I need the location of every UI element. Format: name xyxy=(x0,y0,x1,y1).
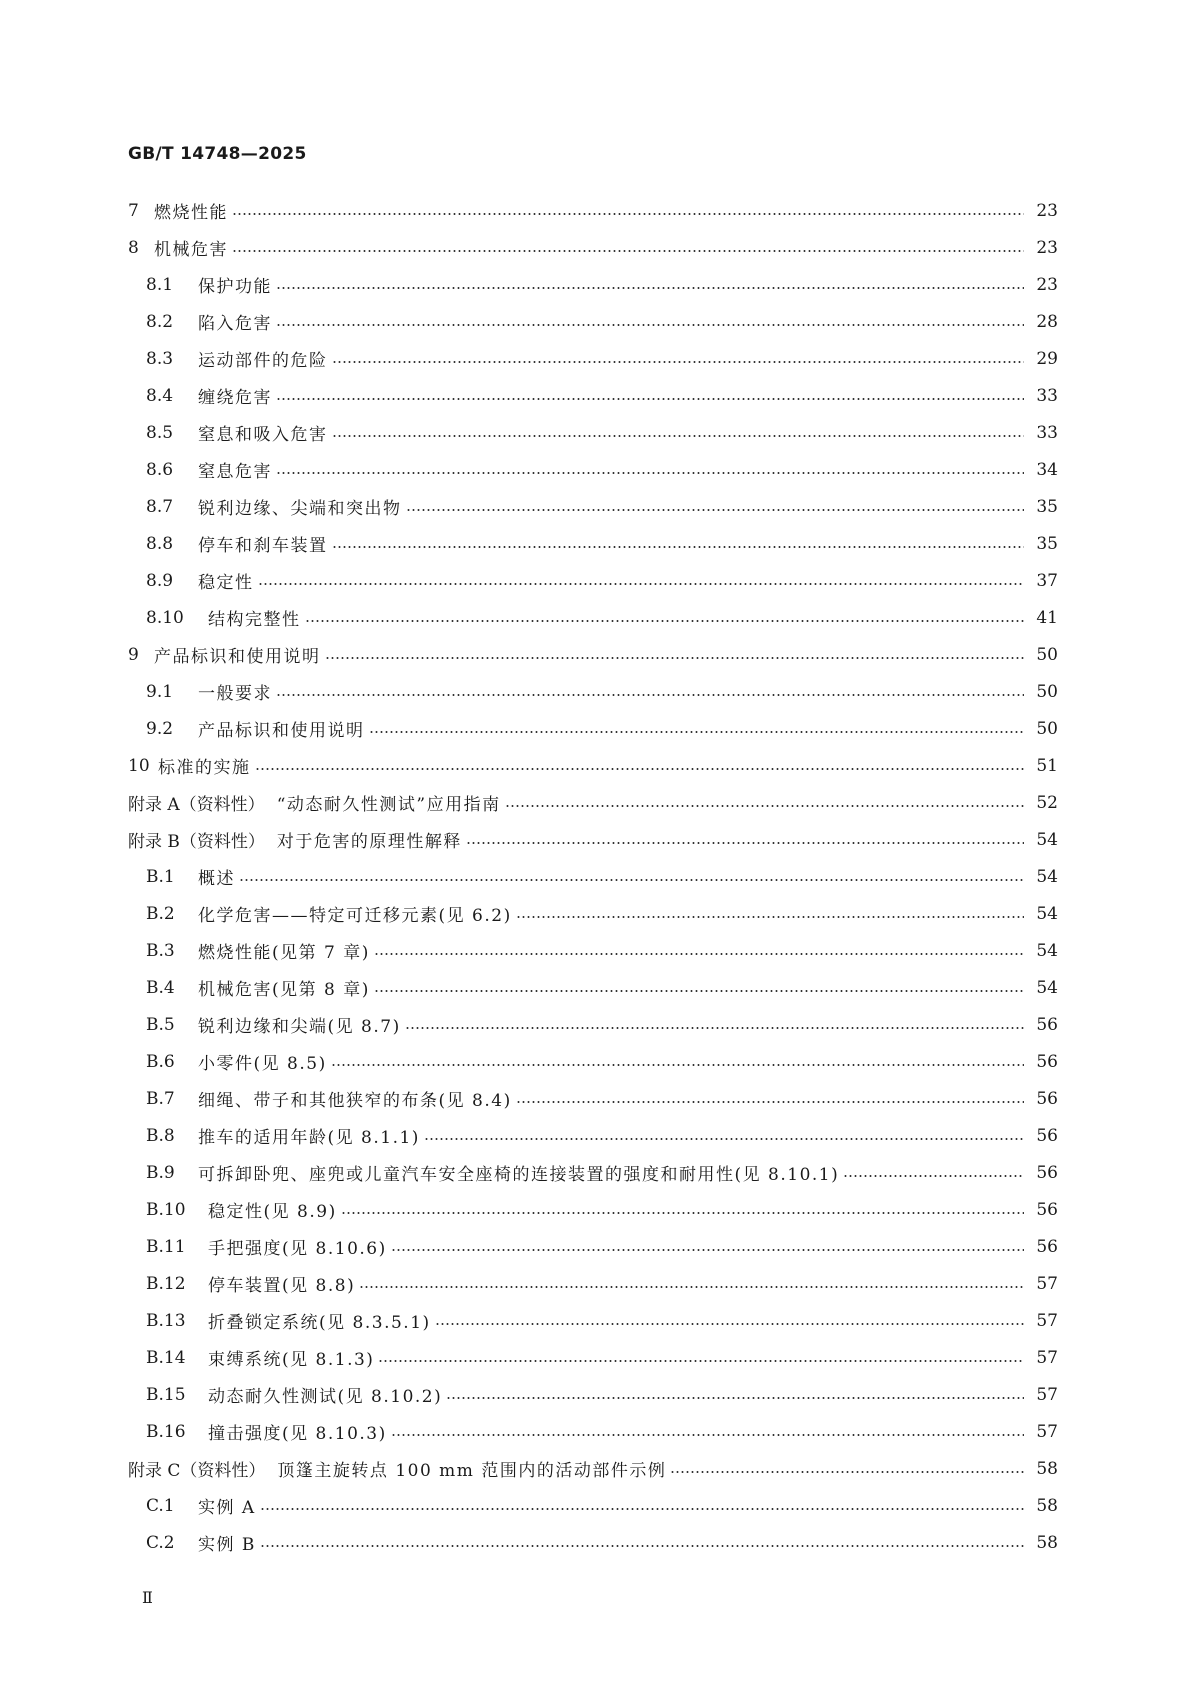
toc-entry-title: 稳定性 xyxy=(198,573,254,593)
toc-entry-page: 58 xyxy=(1036,1458,1058,1479)
toc-entry-page: 56 xyxy=(1036,1162,1058,1183)
toc-entry-page: 23 xyxy=(1036,237,1058,258)
toc-entry-number: B.10 xyxy=(146,1199,186,1220)
dot-leader xyxy=(406,509,1025,511)
dot-leader xyxy=(239,879,1024,881)
dot-leader xyxy=(391,1434,1024,1436)
toc-entry-number: B.3 xyxy=(146,940,175,961)
toc-entry-number: B.16 xyxy=(146,1421,186,1442)
dot-leader xyxy=(276,324,1024,326)
toc-entry-page: 57 xyxy=(1036,1384,1058,1405)
toc-entry-number: B.8 xyxy=(146,1125,175,1146)
toc-entry-title: 一般要求 xyxy=(198,684,272,704)
dot-leader xyxy=(332,361,1025,363)
toc-entry[interactable] xyxy=(128,1524,1058,1561)
toc-entry[interactable] xyxy=(128,895,1058,932)
toc-entry-page: 56 xyxy=(1036,1125,1058,1146)
toc-entry-page: 33 xyxy=(1036,385,1058,406)
dot-leader xyxy=(446,1397,1024,1399)
dot-leader xyxy=(332,546,1025,548)
toc-entry-page: 57 xyxy=(1036,1421,1058,1442)
toc-entry[interactable] xyxy=(128,599,1058,636)
toc-entry-title: 运动部件的危险 xyxy=(198,351,328,371)
toc-entry-title: 顶篷主旋转点 100 mm 范围内的活动部件示例 xyxy=(277,1461,667,1481)
dot-leader xyxy=(332,435,1025,437)
toc-entry-number: 8.4 xyxy=(146,385,174,406)
toc-entry-page: 54 xyxy=(1036,903,1058,924)
toc-entry-title: 缠绕危害 xyxy=(198,388,272,408)
toc-entry-title: 细绳、带子和其他狭窄的布条(见 8.4) xyxy=(198,1091,512,1111)
toc-entry-title: 实例 A xyxy=(198,1498,256,1518)
toc-entry[interactable] xyxy=(128,710,1058,747)
toc-entry-number: 10 xyxy=(128,755,150,776)
toc-entry-title: 束缚系统(见 8.1.3) xyxy=(208,1350,375,1370)
toc-entry-page: 54 xyxy=(1036,829,1058,850)
toc-entry-number: B.2 xyxy=(146,903,175,924)
toc-entry-page: 56 xyxy=(1036,1199,1058,1220)
toc-entry[interactable] xyxy=(128,1302,1058,1339)
toc-entry-page: 58 xyxy=(1036,1532,1058,1553)
toc-entry[interactable] xyxy=(128,451,1058,488)
toc-entry-title: 可拆卸卧兜、座兜或儿童汽车安全座椅的连接装置的强度和耐用性(见 8.10.1) xyxy=(198,1165,840,1185)
toc-entry-title: 燃烧性能 xyxy=(154,203,228,223)
toc-entry-number: 8.8 xyxy=(146,533,174,554)
dot-leader xyxy=(378,1360,1024,1362)
dot-leader xyxy=(232,213,1024,215)
dot-leader xyxy=(255,768,1025,770)
toc-entry[interactable] xyxy=(128,1265,1058,1302)
toc-entry[interactable] xyxy=(128,1154,1058,1191)
toc-entry-page: 23 xyxy=(1036,200,1058,221)
toc-entry-title: 产品标识和使用说明 xyxy=(198,721,365,741)
dot-leader xyxy=(516,916,1024,918)
toc-entry-title: 稳定性(见 8.9) xyxy=(208,1202,337,1222)
dot-leader xyxy=(435,1323,1024,1325)
toc-entry-title: 窒息危害 xyxy=(198,462,272,482)
toc-entry-number: 9.1 xyxy=(146,681,174,702)
table-of-contents xyxy=(128,192,1058,1561)
toc-entry[interactable] xyxy=(128,303,1058,340)
dot-leader xyxy=(325,657,1025,659)
toc-entry-title: 燃烧性能(见第 7 章) xyxy=(198,943,370,963)
toc-entry-title: 折叠锁定系统(见 8.3.5.1) xyxy=(208,1313,431,1333)
toc-entry-title: “动态耐久性测试”应用指南 xyxy=(276,795,501,815)
toc-entry-page: 29 xyxy=(1036,348,1058,369)
dot-leader xyxy=(258,583,1025,585)
dot-leader xyxy=(391,1249,1024,1251)
toc-entry-page: 57 xyxy=(1036,1273,1058,1294)
toc-entry-title: 锐利边缘、尖端和突出物 xyxy=(198,499,402,519)
toc-entry-page: 50 xyxy=(1036,681,1058,702)
dot-leader xyxy=(374,953,1024,955)
toc-entry-page: 57 xyxy=(1036,1347,1058,1368)
toc-entry-title: 动态耐久性测试(见 8.10.2) xyxy=(208,1387,443,1407)
dot-leader xyxy=(359,1286,1024,1288)
toc-entry[interactable] xyxy=(128,821,1058,858)
toc-entry-page: 57 xyxy=(1036,1310,1058,1331)
toc-entry-page: 56 xyxy=(1036,1051,1058,1072)
toc-entry-title: 实例 B xyxy=(198,1535,256,1555)
toc-entry-page: 23 xyxy=(1036,274,1058,295)
standard-id-header: GB/T 14748—2025 xyxy=(128,144,307,164)
dot-leader xyxy=(331,1064,1024,1066)
toc-entry-page: 33 xyxy=(1036,422,1058,443)
toc-entry[interactable] xyxy=(128,1080,1058,1117)
toc-entry-title: 标准的实施 xyxy=(158,758,251,778)
toc-entry-title: 化学危害——特定可迁移元素(见 6.2) xyxy=(198,906,512,926)
toc-entry[interactable] xyxy=(128,525,1058,562)
toc-entry-number: B.1 xyxy=(146,866,175,887)
toc-entry-title: 小零件(见 8.5) xyxy=(198,1054,327,1074)
toc-entry-title: 结构完整性 xyxy=(208,610,301,630)
toc-entry-number: 9 xyxy=(128,644,139,665)
toc-entry-number: 8.6 xyxy=(146,459,174,480)
toc-entry-number: B.12 xyxy=(146,1273,186,1294)
toc-entry-page: 54 xyxy=(1036,977,1058,998)
dot-leader xyxy=(341,1212,1024,1214)
toc-entry-page: 56 xyxy=(1036,1014,1058,1035)
dot-leader xyxy=(276,398,1024,400)
toc-entry-title: 推车的适用年龄(见 8.1.1) xyxy=(198,1128,420,1148)
toc-entry[interactable] xyxy=(128,784,1058,821)
toc-entry-number: 8.1 xyxy=(146,274,174,295)
toc-entry[interactable] xyxy=(128,1339,1058,1376)
toc-entry-title: 产品标识和使用说明 xyxy=(154,647,321,667)
toc-entry[interactable] xyxy=(128,747,1058,784)
dot-leader xyxy=(305,620,1025,622)
toc-entry-number: C.2 xyxy=(146,1532,175,1553)
toc-entry-number: B.14 xyxy=(146,1347,186,1368)
toc-entry-number: 附录 B（资料性） xyxy=(128,832,265,852)
toc-entry-number: 8.10 xyxy=(146,607,184,628)
toc-entry[interactable] xyxy=(128,192,1058,229)
toc-entry-page: 51 xyxy=(1036,755,1058,776)
toc-entry-title: 停车装置(见 8.8) xyxy=(208,1276,356,1296)
toc-entry-number: B.9 xyxy=(146,1162,175,1183)
toc-entry-number: 8.7 xyxy=(146,496,174,517)
toc-entry[interactable] xyxy=(128,488,1058,525)
toc-entry-title: 保护功能 xyxy=(198,277,272,297)
toc-entry-title: 停车和刹车装置 xyxy=(198,536,328,556)
toc-entry-page: 35 xyxy=(1036,533,1058,554)
dot-leader xyxy=(232,250,1024,252)
toc-entry-page: 50 xyxy=(1036,644,1058,665)
toc-entry-number: 8.3 xyxy=(146,348,174,369)
toc-entry-number: C.1 xyxy=(146,1495,175,1516)
toc-entry[interactable] xyxy=(128,562,1058,599)
toc-entry[interactable] xyxy=(128,1413,1058,1450)
toc-entry-number: 附录 A（资料性） xyxy=(128,795,265,815)
toc-entry-page: 54 xyxy=(1036,866,1058,887)
toc-entry[interactable] xyxy=(128,1043,1058,1080)
toc-entry-number: B.6 xyxy=(146,1051,175,1072)
toc-entry-number: 8.9 xyxy=(146,570,174,591)
toc-entry-page: 58 xyxy=(1036,1495,1058,1516)
toc-entry-title: 手把强度(见 8.10.6) xyxy=(208,1239,387,1259)
toc-entry[interactable] xyxy=(128,1487,1058,1524)
dot-leader xyxy=(466,842,1024,844)
toc-entry-title: 窒息和吸入危害 xyxy=(198,425,328,445)
toc-entry-number: B.11 xyxy=(146,1236,186,1257)
toc-entry[interactable] xyxy=(128,340,1058,377)
toc-entry-number: B.15 xyxy=(146,1384,186,1405)
toc-entry-number: 8.2 xyxy=(146,311,174,332)
dot-leader xyxy=(369,731,1025,733)
dot-leader xyxy=(276,694,1024,696)
toc-entry-title: 机械危害(见第 8 章) xyxy=(198,980,370,1000)
toc-entry-number: 附录 C（资料性） xyxy=(128,1461,266,1481)
dot-leader xyxy=(276,287,1024,289)
toc-entry-page: 37 xyxy=(1036,570,1058,591)
toc-entry[interactable] xyxy=(128,266,1058,303)
toc-entry[interactable] xyxy=(128,932,1058,969)
toc-entry[interactable] xyxy=(128,1117,1058,1154)
dot-leader xyxy=(505,805,1024,807)
toc-entry[interactable] xyxy=(128,414,1058,451)
toc-entry[interactable] xyxy=(128,1191,1058,1228)
toc-entry-page: 52 xyxy=(1036,792,1058,813)
toc-entry[interactable] xyxy=(128,229,1058,266)
toc-entry-number: 9.2 xyxy=(146,718,174,739)
page-number-footer: Ⅱ xyxy=(142,1588,153,1607)
toc-entry-title: 对于危害的原理性解释 xyxy=(276,832,462,852)
dot-leader xyxy=(276,472,1024,474)
dot-leader xyxy=(670,1471,1024,1473)
dot-leader xyxy=(374,990,1024,992)
dot-leader xyxy=(260,1545,1024,1547)
toc-entry-title: 陷入危害 xyxy=(198,314,272,334)
toc-entry-title: 撞击强度(见 8.10.3) xyxy=(208,1424,387,1444)
toc-entry-number: 8.5 xyxy=(146,422,174,443)
toc-entry-title: 概述 xyxy=(198,869,235,889)
toc-entry[interactable] xyxy=(128,1006,1058,1043)
toc-entry-page: 56 xyxy=(1036,1088,1058,1109)
toc-entry[interactable] xyxy=(128,1376,1058,1413)
toc-entry[interactable] xyxy=(128,969,1058,1006)
toc-entry-page: 34 xyxy=(1036,459,1058,480)
toc-entry-number: B.13 xyxy=(146,1310,186,1331)
dot-leader xyxy=(843,1175,1024,1177)
toc-entry[interactable] xyxy=(128,1450,1058,1487)
toc-entry[interactable] xyxy=(128,858,1058,895)
toc-entry-title: 锐利边缘和尖端(见 8.7) xyxy=(198,1017,401,1037)
toc-entry-page: 50 xyxy=(1036,718,1058,739)
toc-entry-number: 8 xyxy=(128,237,139,258)
toc-entry[interactable] xyxy=(128,673,1058,710)
toc-entry-number: B.4 xyxy=(146,977,175,998)
toc-entry-page: 54 xyxy=(1036,940,1058,961)
toc-entry-number: B.5 xyxy=(146,1014,175,1035)
toc-entry-page: 28 xyxy=(1036,311,1058,332)
dot-leader xyxy=(516,1101,1024,1103)
toc-entry-number: 7 xyxy=(128,200,139,221)
toc-entry[interactable] xyxy=(128,636,1058,673)
toc-entry-page: 41 xyxy=(1036,607,1058,628)
dot-leader xyxy=(260,1508,1024,1510)
dot-leader xyxy=(424,1138,1024,1140)
dot-leader xyxy=(405,1027,1024,1029)
toc-entry[interactable] xyxy=(128,1228,1058,1265)
toc-entry-page: 35 xyxy=(1036,496,1058,517)
toc-entry-number: B.7 xyxy=(146,1088,175,1109)
toc-entry[interactable] xyxy=(128,377,1058,414)
toc-entry-title: 机械危害 xyxy=(154,240,228,260)
toc-entry-page: 56 xyxy=(1036,1236,1058,1257)
